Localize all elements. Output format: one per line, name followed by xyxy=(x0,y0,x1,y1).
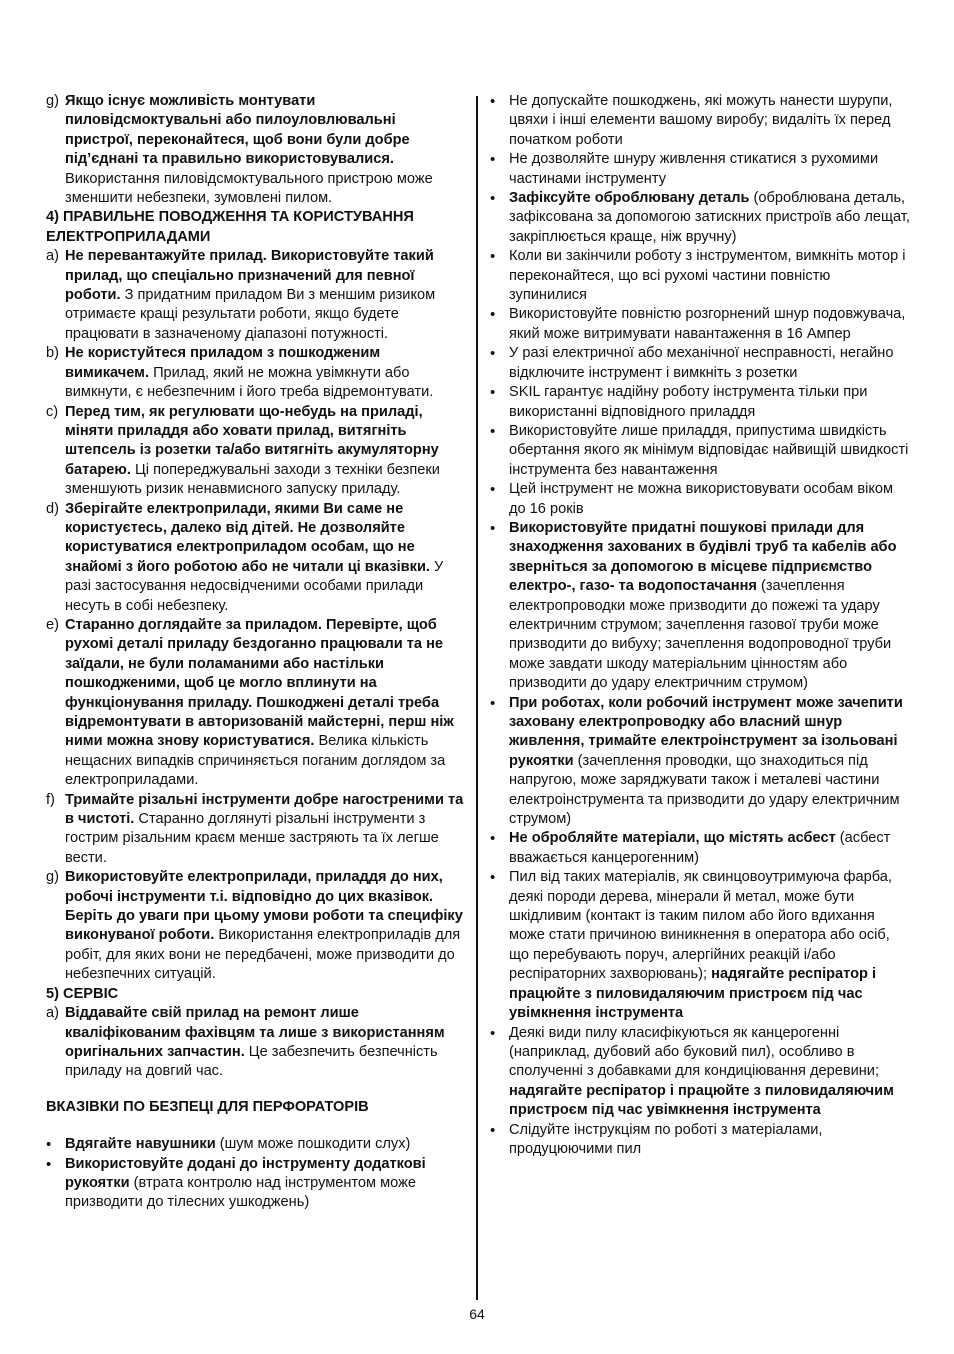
bullet-item xyxy=(490,829,910,868)
item-bold-text: надягайте респіратор і працюйте з пиловидаляючим пристроєм під час увімкнення інструмента xyxy=(509,966,877,1022)
item-bold-text: Старанно доглядайте за приладом. Перевірте, щоб рухомі деталі приладу бездоганно працювали та не заїдали, не були поламаними або настільки пошкодженими, щоб це могло вплинути на функціонування приладу. Пошкоджені деталі треба відремонтувати в авторизованій майстерні, перш ніж ними можна знову користуватися. xyxy=(65,616,454,750)
item-text: Цей інструмент не можна використовувати особам віком до 16 років xyxy=(509,481,894,517)
bullet-marker: • xyxy=(490,869,496,887)
item-text: У разі електричної або механічної несправності, негайно відключите інструмент і вимкніть з розетки xyxy=(509,345,894,381)
item-text: Велика кількість нещасних випадків спричиняється поганим доглядом за електроприладами. xyxy=(65,733,446,789)
item-bold-text: Використовуйте придатні пошукові прилади для знаходження захованих в будівлі труб та кабелів або зверніться за допомогою в місцеве підприємство електро-, газо- та водопостачання xyxy=(509,519,897,595)
item-f-cutting-tools xyxy=(46,791,464,869)
bullet-item xyxy=(490,480,910,519)
page-number: 64 xyxy=(469,1306,485,1322)
item-text: Деякі види пилу класифікуються як канцерогенні (наприклад, дубовий або буковий пил), особливо в сполученні з добавками для кондиціювання деревини; xyxy=(509,1024,880,1080)
section-5-heading: 5) СЕРВІС xyxy=(46,985,119,1002)
item-marker: f) xyxy=(46,791,55,808)
bullet-marker: • xyxy=(490,519,496,537)
bullet-item xyxy=(490,247,910,305)
item-bold-text: Не користуйтеся приладом з пошкодженим вимикачем. xyxy=(65,345,381,381)
item-text: Використання електроприладів для робіт, для яких вони не передбачені, може призводити до небезпечних ситуацій. xyxy=(65,927,461,983)
bullet-item xyxy=(490,383,910,422)
safety-section-title: ВКАЗІВКИ ПО БЕЗПЕЦІ ДЛЯ ПЕРФОРАТОРІВ xyxy=(46,1098,369,1115)
bullet-item xyxy=(490,305,910,344)
item-a-overload xyxy=(46,247,464,344)
right-column xyxy=(490,92,910,1159)
bullet-marker: • xyxy=(490,93,496,110)
item-a-service xyxy=(46,1004,464,1082)
item-text: Використання пиловідсмоктувального пристрою може зменшити небезпеки, зумовлені пилом. xyxy=(65,170,433,207)
bullet-marker: • xyxy=(490,694,496,712)
item-bold-text: Не обробляйте матеріали, що містять асбест xyxy=(509,830,836,847)
bullet-item xyxy=(490,344,910,383)
bullet-item xyxy=(490,150,910,189)
item-b-switch xyxy=(46,344,464,402)
item-text: (втрата контролю над інструментом може призводити до тілесних ушкоджень) xyxy=(65,1174,417,1211)
left-bullet-list xyxy=(46,1135,464,1213)
item-g-dust-extraction xyxy=(46,92,464,208)
item-text: SKIL гарантує надійну роботу інструмента тільки при використанні відповідного приладдя xyxy=(509,384,868,420)
item-text: З придатним приладом Ви з меншим ризиком отримаєте кращі результати роботи, якщо будете працювати в зазначеному діапазоні потужності. xyxy=(65,287,436,342)
bullet-item xyxy=(490,422,910,480)
item-text: У разі застосування недосвідченими особами прилади несуть в собі небезпеку. xyxy=(65,558,444,614)
item-text: Ці попереджувальні заходи з техніки безпеки зменшують ризик ненавмисного запуску приладу. xyxy=(65,461,440,498)
item-c-unplug xyxy=(46,403,464,500)
bullet-marker: • xyxy=(490,306,496,324)
bullet-item xyxy=(490,694,910,830)
bullet-item xyxy=(490,1121,910,1160)
item-g-intended-use xyxy=(46,868,464,984)
item-bold-text: Віддавайте свій прилад на ремонт лише кваліфікованим фахівцям та лише з використанням оригінальних запчастин. xyxy=(65,1005,445,1060)
item-marker: b) xyxy=(46,345,59,362)
item-bold-text: Вдягайте навушники xyxy=(65,1136,216,1153)
item-text: Коли ви закінчили роботу з інструментом, вимкніть мотор і переконайтеся, що всі рухомі частини повністю зупинилися xyxy=(509,248,906,304)
bullet-marker: • xyxy=(490,151,496,169)
item-text: Використовуйте лише приладдя, припустима швидкість обертання якого як мінімум відповідає найвищій швидкості інструмента без навантаження xyxy=(509,422,909,478)
item-text: (асбест вважається канцерогенним) xyxy=(509,830,891,866)
bullet-marker: • xyxy=(46,1136,52,1154)
item-text: Прилад, який не можна увімкнути або вимкнути, є небезпечним і його треба відремонтувати. xyxy=(65,364,434,401)
bullet-item xyxy=(490,92,910,150)
column-divider xyxy=(476,96,478,1300)
item-marker: d) xyxy=(46,500,59,517)
bullet-marker: • xyxy=(490,345,496,363)
item-text: (зачеплення проводки, що знаходиться під напругою, може заряджувати також і металеві частини електроінструмента та призводити до удару електричним струмом) xyxy=(509,752,900,828)
item-marker: e) xyxy=(46,616,59,633)
section-4-heading: 4) ПРАВИЛЬНЕ ПОВОДЖЕННЯ ТА КОРИСТУВАННЯ ЕЛЕКТРОПРИЛАДАМИ xyxy=(46,209,414,245)
item-d-storage xyxy=(46,500,464,616)
bullet-marker: • xyxy=(490,481,496,499)
item-text: Не дозволяйте шнуру живлення стикатися з рухомими частинами інструменту xyxy=(509,151,879,187)
bullet-marker: • xyxy=(46,1155,52,1173)
item-bold-text: Зберігайте електроприлади, якими Ви саме не користуєтесь, далеко від дітей. Не дозволяйте користуватися електроприладом особам, що не знайомі з його роботою або не читали ці вказівки. xyxy=(65,500,430,575)
item-text: Використовуйте повністю розгорнений шнур подовжувача, який може витримувати навантаження в 16 Ампер xyxy=(509,306,906,342)
bullet-marker: • xyxy=(490,830,496,848)
bullet-item xyxy=(490,519,910,694)
item-text: (зачеплення електропроводки може призводити до пожежі та удару електричним струмом; зачеплення газової труби може призводити до вибуху; зачеплення водопроводної труби може завдати шкоду матеріальним цінностям або призводити до удару електричним струмом) xyxy=(509,578,892,692)
bullet-item-ear-protection xyxy=(46,1135,464,1154)
item-bold-text: Перед тим, як регулювати що-небудь на приладі, міняти приладдя або ховати прилад, витягніть штепсель із розетки та/або витягніть акумуляторну батарею. xyxy=(65,403,439,478)
item-marker: g) xyxy=(46,869,59,886)
item-bold-text: Зафіксуйте оброблювану деталь xyxy=(509,190,750,207)
bullet-marker: • xyxy=(490,1024,496,1042)
item-text: Не допускайте пошкоджень, які можуть нанести шурупи, цвяхи і інші елементи вашому виробу; видаліть їх перед початком роботи xyxy=(509,93,893,148)
item-bold-text: Використовуйте додані до інструменту додаткові рукоятки xyxy=(65,1155,426,1191)
bullet-item-auxiliary-handles xyxy=(46,1155,464,1213)
item-text: (оброблювана деталь, зафіксована за допомогою затискних пристроїв або лещат, закріплюється краще, ніж вручну) xyxy=(509,190,910,245)
bullet-marker: • xyxy=(490,384,496,402)
left-column xyxy=(46,92,464,1213)
item-text: Слідуйте інструкціям по роботі з матеріалами, продуцюючими пил xyxy=(509,1121,823,1157)
item-bold-text: надягайте респіратор і працюйте з пиловидаляючим пристроєм під час увімкнення інструмента xyxy=(509,1082,894,1119)
bullet-marker: • xyxy=(490,248,496,266)
item-text: Старанно доглянуті різальні інструменти з гострим різальним краєм менше застряють та їх легше вести. xyxy=(65,811,439,866)
item-marker: a) xyxy=(46,1005,59,1022)
item-e-maintenance xyxy=(46,616,464,791)
item-bold-text: Використовуйте електроприлади, приладдя до них, робочі інструменти т.і. відповідно до цих вказівок. Беріть до уваги при цьому умови роботи та специфіку виконуваної роботи. xyxy=(65,869,463,944)
item-bold-text: Якщо існує можливість монтувати пиловідсмоктувальні або пилоуловлювальні пристрої, переконайтеся, щоб вони були добре під’єднані та правильно використовувалися. xyxy=(65,93,410,168)
bullet-item xyxy=(490,868,910,1023)
bullet-marker: • xyxy=(490,190,496,208)
bullet-item xyxy=(490,189,910,247)
item-bold-text: Не перевантажуйте прилад. Використовуйте такий прилад, що спеціально призначений для певної роботи. xyxy=(65,248,434,304)
item-marker: a) xyxy=(46,248,59,265)
item-text: Пил від таких матеріалів, як свинцовоутримуюча фарба, деякі породи дерева, мінерали й метал, може бути шкідливим (контакт із таким пилом або його вдихання може стати причиною виникнення в оператора або осіб, що перебувають поруч, алергійних реакцій і/або респіраторних захворювань); xyxy=(509,869,892,983)
bullet-marker: • xyxy=(490,422,496,440)
bullet-marker: • xyxy=(490,1121,496,1139)
item-bold-text: Тримайте різальні інструменти добре нагостреними та в чистоті. xyxy=(65,791,464,828)
item-text: (шум може пошкодити слух) xyxy=(215,1136,411,1153)
bullet-item xyxy=(490,1024,910,1121)
item-text: Це забезпечить безпечність приладу на довгий час. xyxy=(65,1043,438,1080)
item-bold-text: При роботах, коли робочий інструмент може зачепити заховану електропроводку або власний шнур живлення, тримайте електроінструмент за ізольовані рукоятки xyxy=(509,694,903,769)
item-marker: c) xyxy=(46,403,59,420)
item-marker: g) xyxy=(46,93,59,109)
